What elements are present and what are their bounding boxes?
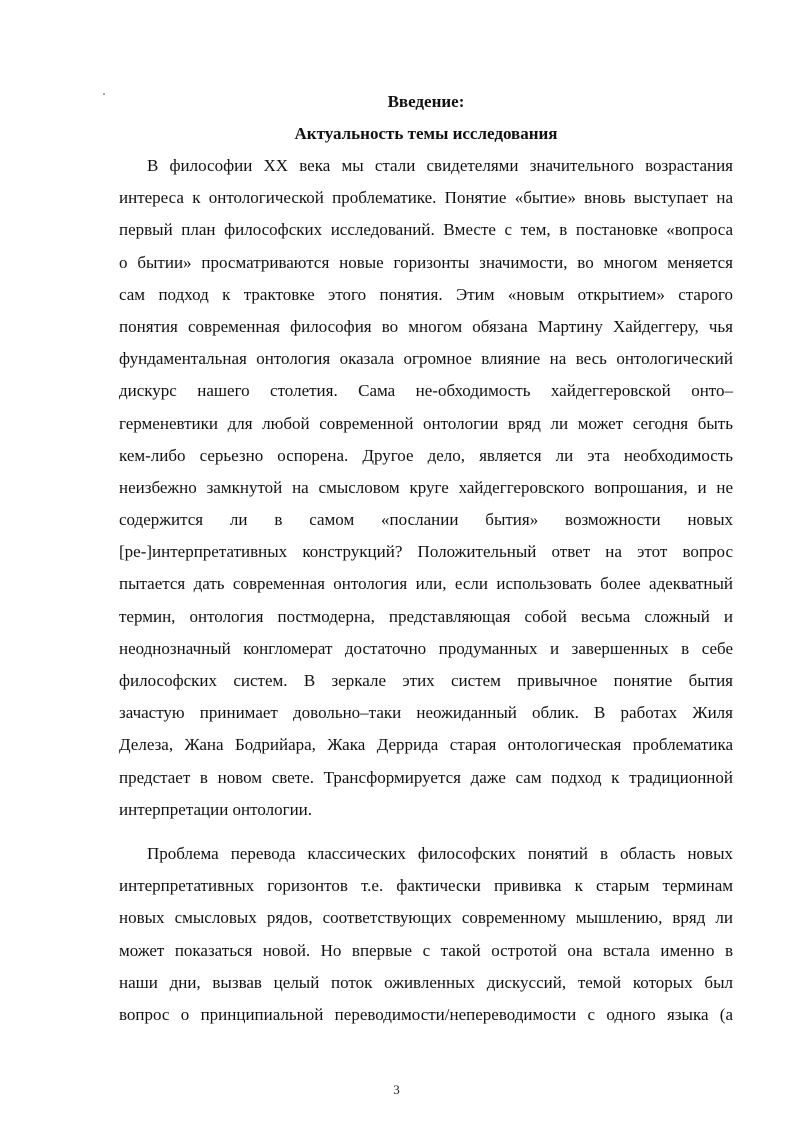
paragraph-line: первый план философских исследований. Вместе с тем, в постановке «вопроса: [119, 220, 733, 240]
paragraph-line: кем-либо серьезно оспорена. Другое дело, является ли эта необходимость: [119, 445, 733, 465]
paragraph-line: пытается дать современная онтология или, если использовать более адекватный: [119, 574, 733, 594]
paragraph-line: Проблема перевода классических философских понятий в область новых: [147, 843, 733, 863]
paragraph-line: наши дни, вызвав целый поток оживленных дискуссий, темой которых был: [119, 972, 733, 992]
paragraph-line: понятия современная философия во многом обязана Мартину Хайдеггеру, чья: [119, 316, 733, 336]
paragraph-2: [119, 838, 733, 1031]
paragraph-line: фундаментальная онтология оказала огромное влияние на весь онтологический: [119, 349, 733, 369]
paragraph-line: неоднозначный конгломерат достаточно продуманных и завершенных в себе: [119, 638, 733, 658]
paragraph-line: дискурс нашего столетия. Сама не-обходимость хайдеггеровской онто–: [119, 381, 733, 401]
paragraph-line: герменевтики для любой современной онтологии вряд ли может сегодня быть: [119, 413, 733, 433]
paragraph-1: [119, 150, 733, 826]
paragraph-line: В философии XX века мы стали свидетелями значительного возрастания: [147, 156, 733, 175]
paragraph-line: предстает в новом свете. Трансформируется даже сам подход к традиционной: [119, 767, 733, 787]
paragraph-line: содержится ли в самом «послании бытия» возможности новых: [119, 510, 733, 530]
document-body: [119, 90, 733, 1031]
paragraph-line: философских систем. В зеркале этих систем привычное понятие бытия: [119, 671, 733, 690]
paragraph-line: интереса к онтологической проблематике. Понятие «бытие» вновь выступает на: [119, 188, 733, 208]
section-subtitle: Актуальность темы исследования: [294, 124, 558, 143]
paragraph-line: зачастую принимает довольно–таки неожиданный облик. В работах Жиля: [119, 703, 733, 723]
paragraph-gap: [119, 826, 733, 838]
paragraph-line: сам подход к трактовке этого понятия. Этим «новым открытием» старого: [119, 284, 733, 304]
paragraph-line: может показаться новой. Но впервые с такой остротой она встала именно в: [119, 940, 733, 960]
scan-speck: [103, 93, 105, 95]
page-number: 3: [393, 1082, 400, 1097]
section-title: Введение:: [387, 92, 465, 111]
paragraph-line: [ре-]интерпретативных конструкций? Положительный ответ на этот вопрос: [119, 542, 733, 562]
paragraph-line: интерпретации онтологии.: [119, 799, 313, 819]
paragraph-line: Делеза, Жана Бодрийара, Жака Деррида старая онтологическая проблематика: [119, 735, 733, 755]
paragraph-line: о бытии» просматриваются новые горизонты значимости, во многом меняется: [119, 252, 733, 272]
paragraph-line: термин, онтология постмодерна, представляющая собой весьма сложный и: [119, 606, 733, 626]
paragraph-line: интерпретативных горизонтов т.е. фактически прививка к старым терминам: [119, 876, 733, 896]
paragraph-line: новых смысловых рядов, соответствующих современному мышлению, вряд ли: [119, 908, 733, 928]
paragraph-line: неизбежно замкнутой на смысловом круге хайдеггеровского вопрошания, и не: [119, 477, 733, 497]
paragraph-line: вопрос о принципиальной переводимости/непереводимости с одного языка (а: [119, 1004, 733, 1024]
